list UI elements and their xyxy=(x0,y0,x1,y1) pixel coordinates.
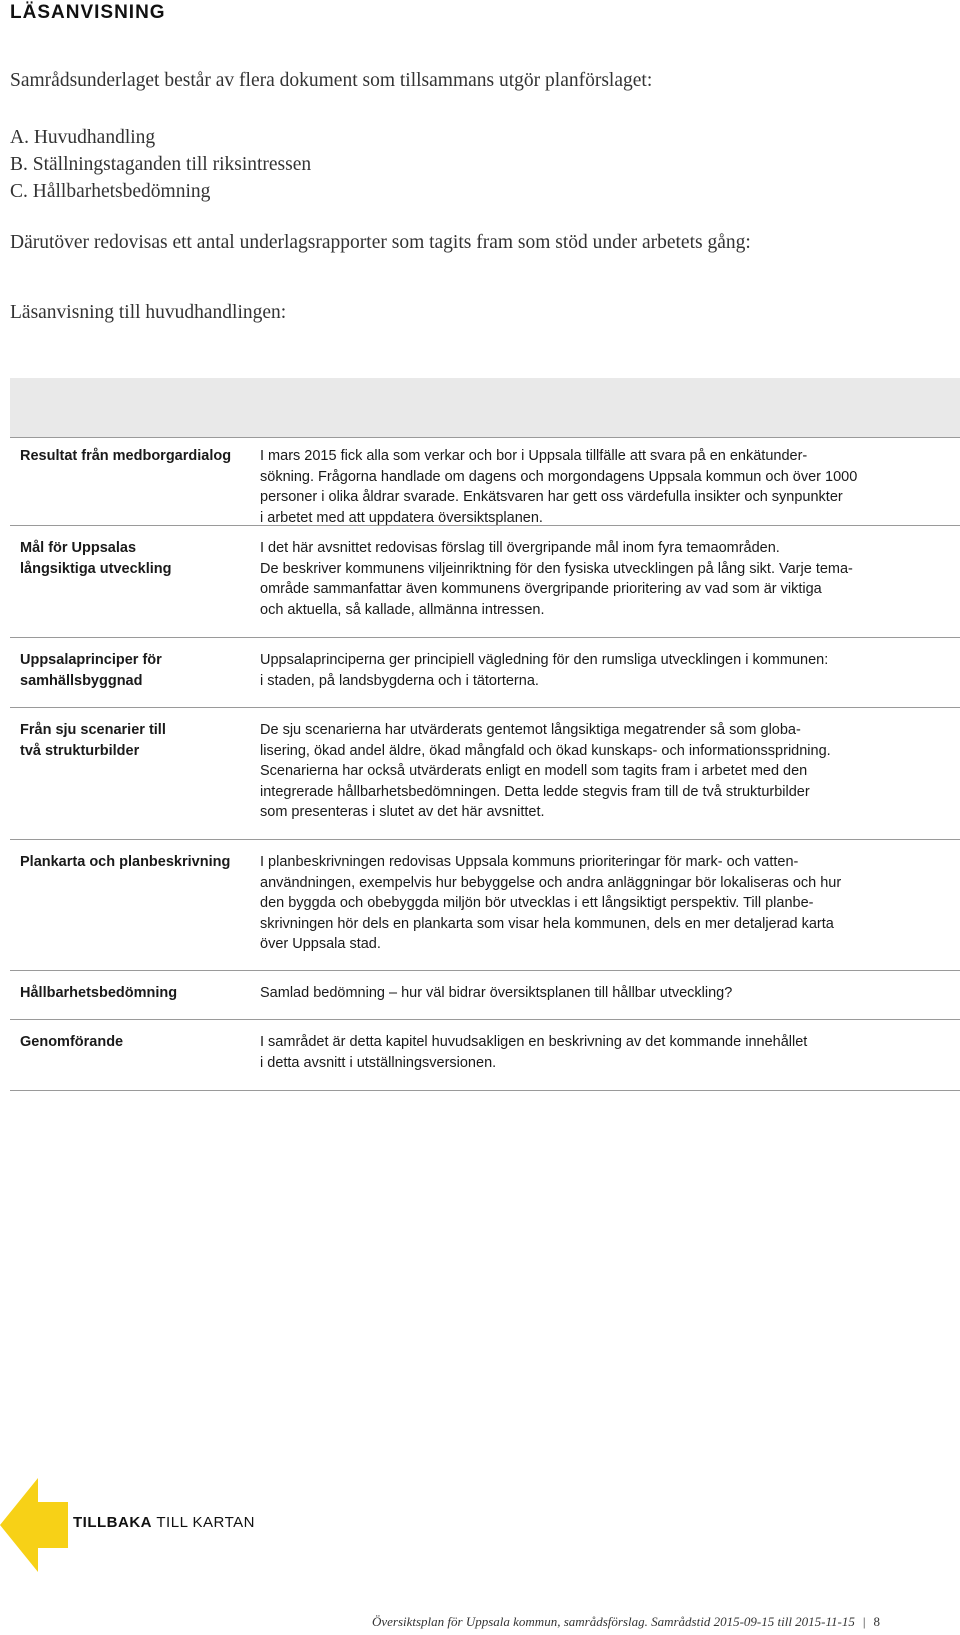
row-description: De sju scenarierna har utvärderats gentemot långsiktiga megatrender så som globa- lisering, ökad andel äldre, ökad mångfald och ökad kunskaps- och informationsspridning. Scenarierna har också utvärderats enligt en modell som tagits fram i arbetet med den integrerade hållbarhetsbedömningen. Detta ledde stegvis fram till de två strukturbilder som presenteras i slutet av det här avsnittet. xyxy=(260,722,831,820)
document-item-b: B. Ställningstaganden till riksintressen xyxy=(10,154,312,175)
row-description: Uppsalaprinciperna ger principiell vägledning för den rumsliga utvecklingen i kommunen: i staden, på landsbygderna och i tätorterna. xyxy=(260,652,829,689)
table-row xyxy=(10,638,960,708)
row-description: I planbeskrivningen redovisas Uppsala kommuns prioriteringar för mark- och vatten- användningen, exempelvis hur bebyggelse och andra anläggningar bör lokaliseras och hur den byggda och obebyggda miljön bör utvecklas i ett långsiktigt perspektiv. Till planbe- skrivningen hör dels en plankarta som visar hela kommunen, dels en mer detaljerad karta över Uppsala stad. xyxy=(260,854,842,952)
row-label: Från sju scenarier till två strukturbilder xyxy=(20,722,166,759)
intro-text: Samrådsunderlaget består av flera dokument som tillsammans utgör planförslaget: xyxy=(10,70,653,91)
document-item-c: C. Hållbarhetsbedömning xyxy=(10,181,211,202)
table-row xyxy=(10,1020,960,1091)
back-link-rest: TILL KARTAN xyxy=(152,1514,255,1531)
reading-guide-title: Läsanvisning till huvudhandlingen: xyxy=(10,302,287,323)
back-link-strong: TILLBAKA xyxy=(73,1514,152,1531)
row-description: I samrådet är detta kapitel huvudsakligen en beskrivning av det kommande innehållet i detta avsnitt i utställningsversionen. xyxy=(260,1034,808,1071)
reading-guide-table xyxy=(10,438,960,1091)
table-row xyxy=(10,971,960,1020)
footer-separator: | xyxy=(862,1614,866,1629)
row-label: Mål för Uppsalas långsiktiga utveckling xyxy=(20,540,172,577)
row-description: I mars 2015 fick alla som verkar och bor i Uppsala tillfälle att svara på en enkätunder- sökning. Frågorna handlade om dagens och morgondagens Uppsala kommun och över 1000 personer i olika åldrar svarade. Enkätsvaren har gett oss värdefulla insikter och synpunkter i arbetet med att uppdatera översiktsplanen. xyxy=(260,448,858,526)
back-link-label xyxy=(73,1514,255,1531)
table-row xyxy=(10,708,960,840)
table-row xyxy=(10,526,960,638)
table-row xyxy=(10,438,960,526)
supporting-reports-text: Därutöver redovisas ett antal underlagsrapporter som tagits fram som stöd under arbetets gång: xyxy=(10,232,751,253)
table-row xyxy=(10,840,960,971)
row-label: Resultat från medborgardialog xyxy=(20,448,232,464)
document-list xyxy=(10,124,311,205)
page-footer xyxy=(372,1614,880,1630)
row-description: Samlad bedömning – hur väl bidrar översiktsplanen till hållbar utveckling? xyxy=(260,985,733,1001)
footer-citation: Översiktsplan för Uppsala kommun, samrådsförslag. Samrådstid 2015-09-15 till 2015-11-15 xyxy=(371,1614,855,1629)
document-item-a: A. Huvudhandling xyxy=(10,127,156,148)
row-label: Plankarta och planbeskrivning xyxy=(20,854,231,870)
table-header-band xyxy=(10,378,960,438)
page-number: 8 xyxy=(873,1614,880,1629)
back-to-map-link[interactable] xyxy=(0,1478,270,1572)
row-label: Uppsalaprinciper för samhällsbyggnad xyxy=(20,652,162,689)
row-description: I det här avsnittet redovisas förslag till övergripande mål inom fyra temaområden. De beskriver kommunens viljeinriktning för den fysiska utvecklingen på lång sikt. Varje tema- område sammanfattar även kommunens övergripande prioritering av vad som är viktiga och aktuella, så kallade, allmänna intressen. xyxy=(260,540,853,618)
page-title: LÄSANVISNING xyxy=(10,2,166,23)
row-label: Hållbarhetsbedömning xyxy=(20,985,178,1001)
back-arrow-icon xyxy=(0,1478,70,1572)
row-label: Genomförande xyxy=(20,1034,124,1050)
